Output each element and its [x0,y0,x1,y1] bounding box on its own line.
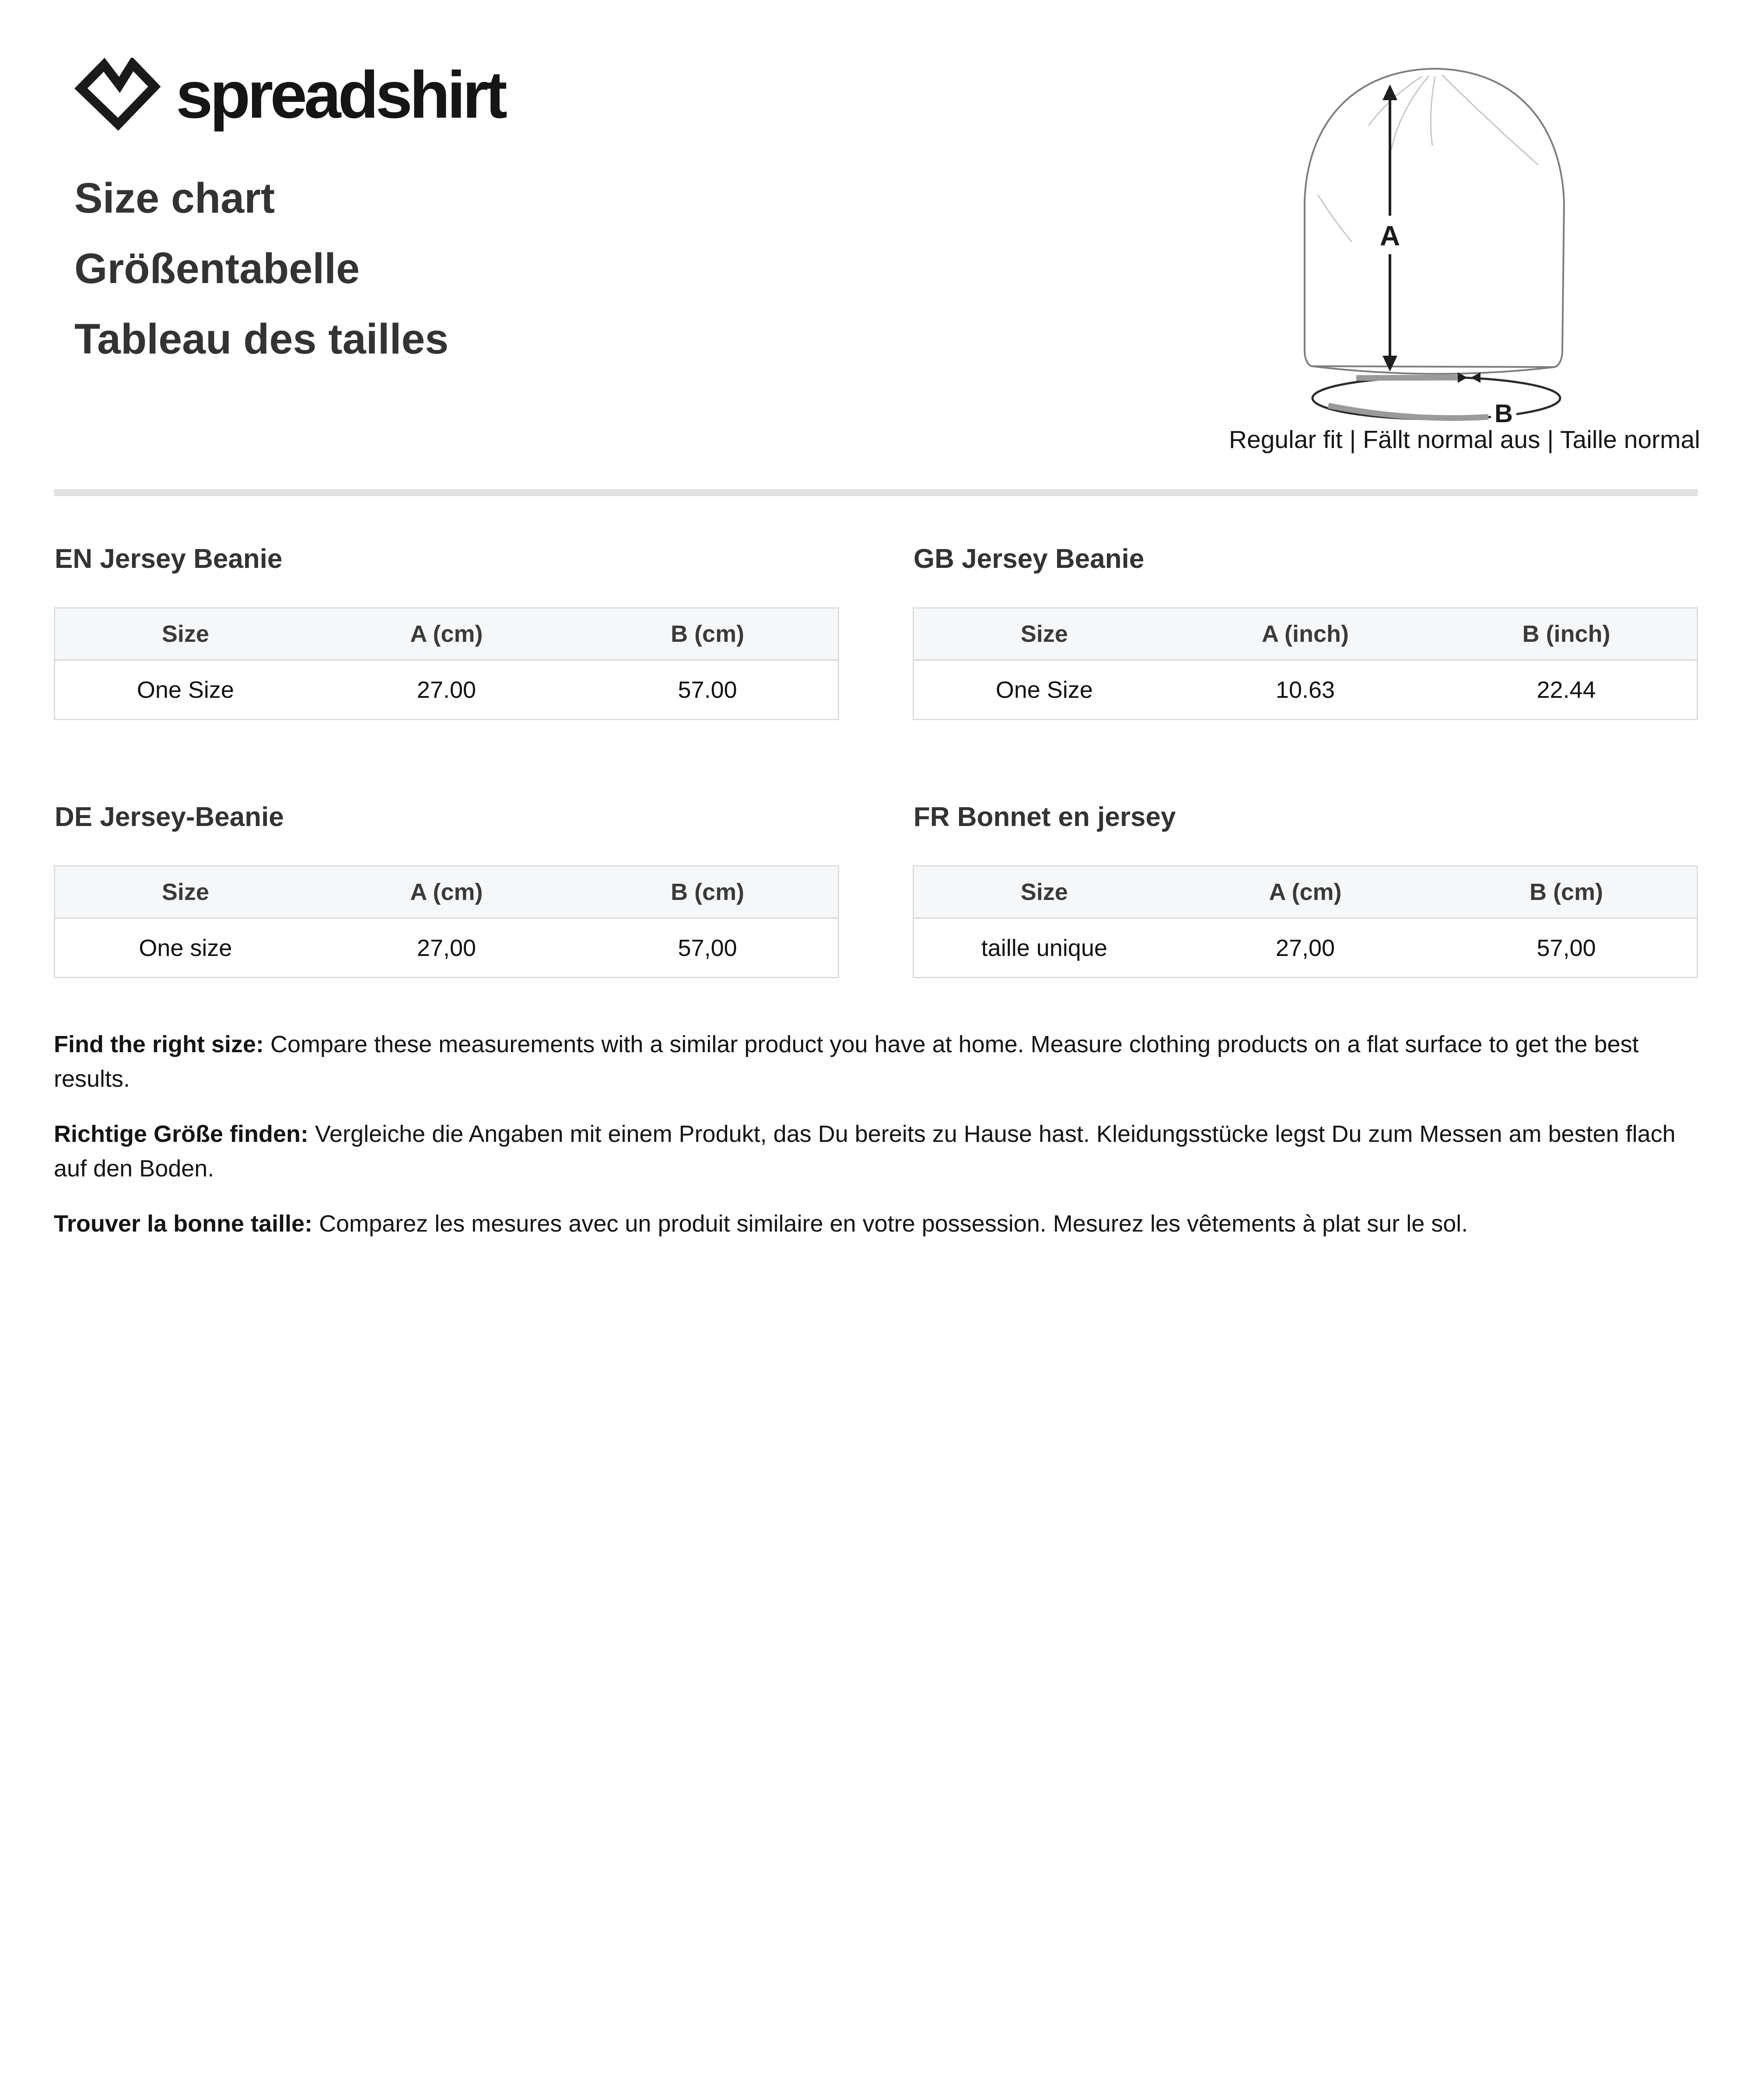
section-divider [54,489,1698,496]
note-de-lead: Richtige Größe finden: [54,1121,309,1147]
table-row [55,918,839,978]
note-de [54,1117,1683,1186]
cell-size: One Size [914,660,1175,720]
column-header: B (inch) [1436,608,1697,660]
page-title [74,163,448,374]
note-en-lead: Find the right size: [54,1031,264,1057]
size-table-block-en [54,542,839,720]
diagram-label-b: B [1494,399,1513,428]
note-en [54,1027,1683,1096]
table-row [914,918,1698,978]
table-heading-en: EN Jersey Beanie [55,544,283,574]
cell-b: 57.00 [577,660,838,720]
sizing-notes [54,1027,1683,1241]
size-table-en [54,607,839,720]
size-tables-grid [54,542,1698,978]
fit-note: Regular fit | Fällt normal aus | Taille normal [1228,426,1700,454]
note-fr-text: Comparez les mesures avec un produit similaire en votre possession. Mesurez les vêtements à plat sur le sol. [312,1211,1468,1237]
cell-a: 27,00 [1175,918,1436,978]
cell-a: 27.00 [316,660,577,720]
size-table-fr [913,865,1698,978]
column-header: A (cm) [1175,866,1436,918]
page-title-en: Size chart [74,174,275,222]
cell-b: 57,00 [577,918,838,978]
page-title-de: Größentabelle [74,245,360,292]
diagram-label-a: A [1379,220,1400,252]
size-table-de [54,865,839,978]
column-header: Size [914,866,1175,918]
cell-a: 10.63 [1175,660,1436,720]
column-header: A (cm) [316,608,577,660]
note-fr-lead: Trouver la bonne taille: [54,1211,313,1237]
cell-b: 22.44 [1436,660,1697,720]
cell-a: 27,00 [316,918,577,978]
column-header: Size [55,866,316,918]
table-heading-gb: GB Jersey Beanie [914,544,1144,574]
note-fr [54,1207,1683,1241]
column-header: B (cm) [577,866,838,918]
size-table-block-gb [913,542,1698,720]
table-heading-fr: FR Bonnet en jersey [914,802,1176,832]
size-table-block-fr [913,800,1698,978]
column-header: B (cm) [577,608,838,660]
spreadshirt-heart-icon [74,58,162,132]
size-table-block-de [54,800,839,978]
note-en-text: Compare these measurements with a similar product you have at home. Measure clothing products on a flat surface to get the best results. [54,1031,1639,1092]
column-header: Size [914,608,1175,660]
cell-size: One size [55,918,316,978]
cell-size: taille unique [914,918,1175,978]
column-header: A (inch) [1175,608,1436,660]
page-title-fr: Tableau des tailles [74,315,449,363]
note-de-text: Vergleiche die Angaben mit einem Produkt, das Du bereits zu Hause hast. Kleidungsstücke legst Du zum Messen am besten flach auf den Boden. [54,1121,1676,1182]
brand-name: spreadshirt [176,58,504,132]
column-header: A (cm) [316,866,577,918]
table-row [914,660,1698,720]
cell-b: 57,00 [1436,918,1697,978]
column-header: Size [55,608,316,660]
column-header: B (cm) [1436,866,1697,918]
table-row [55,660,839,720]
beanie-diagram [1291,50,1579,431]
cell-size: One Size [55,660,316,720]
size-table-gb [913,607,1698,720]
table-heading-de: DE Jersey-Beanie [55,802,284,832]
brand-logo [74,58,504,132]
